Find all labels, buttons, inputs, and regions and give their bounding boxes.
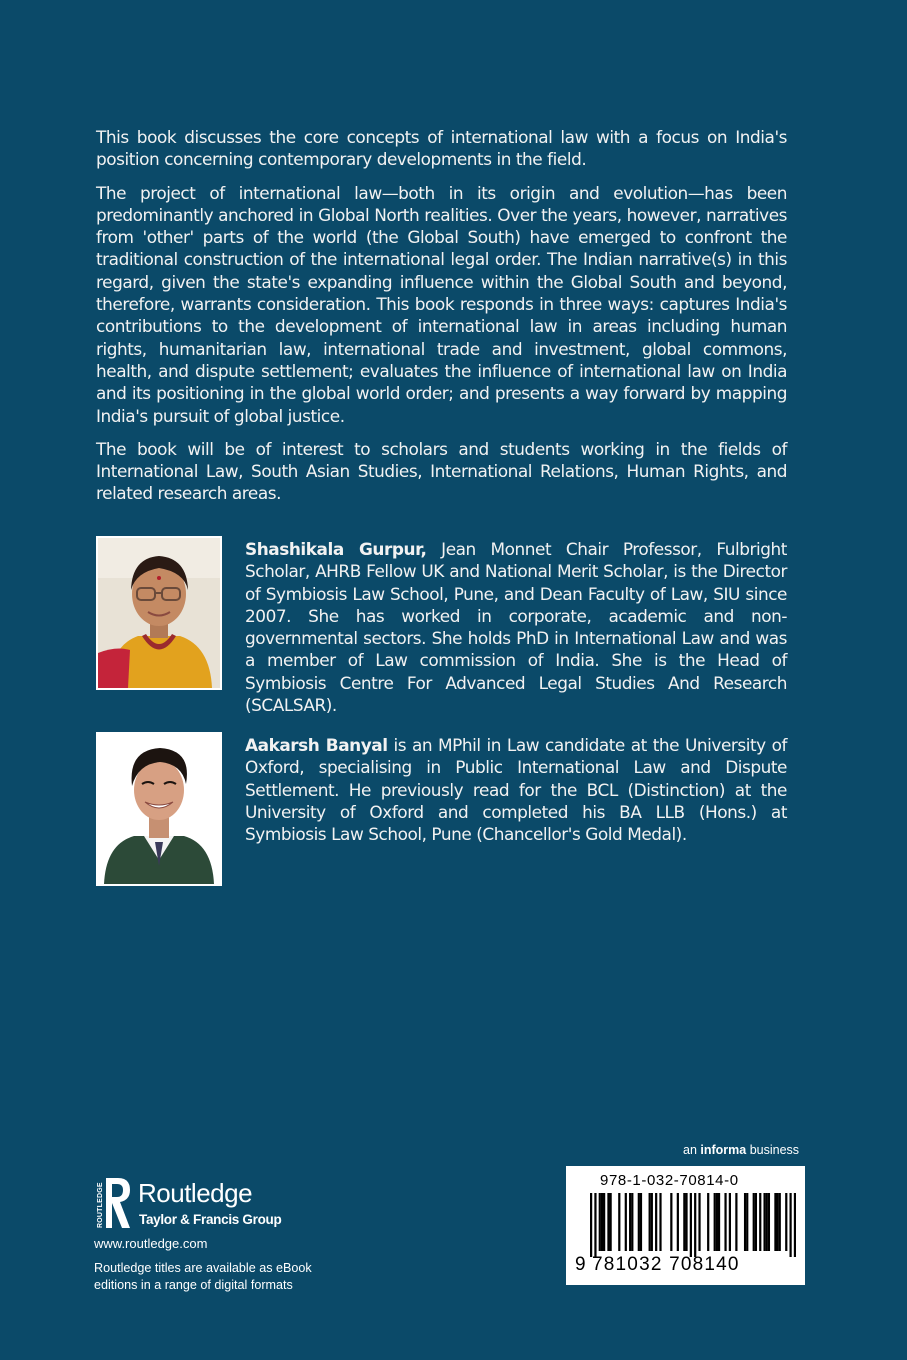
barcode-bar: [690, 1193, 692, 1257]
author-photo-2: [96, 732, 222, 886]
barcode-digits: 781032 708140: [592, 1254, 740, 1275]
barcode-bar: [607, 1193, 609, 1251]
barcode-bar: [789, 1193, 791, 1257]
barcode-bar: [759, 1193, 761, 1251]
barcode-bar: [753, 1193, 755, 1251]
barcode-bar: [659, 1193, 661, 1251]
isbn-text: 978-1-032-70814-0: [600, 1172, 739, 1189]
barcode-bar: [625, 1193, 627, 1251]
barcode-bar: [714, 1193, 716, 1251]
barcode-bar: [601, 1193, 603, 1251]
barcode-bar: [629, 1193, 631, 1251]
barcode-bar: [718, 1193, 720, 1251]
barcode-bar: [774, 1193, 776, 1251]
blurb-paragraph-1: This book discusses the core concepts of international law with a focus on India's position concerning contemporary developments in the field.: [96, 127, 787, 170]
barcode-bar: [729, 1193, 731, 1251]
publisher-name: Routledge: [138, 1178, 253, 1208]
barcode-bar: [618, 1193, 620, 1251]
barcode-bar: [768, 1193, 770, 1251]
barcode-bar: [735, 1193, 737, 1251]
author-name-2: Aakarsh Banyal: [245, 735, 388, 755]
barcode-bars: [590, 1193, 796, 1257]
barcode-bar: [683, 1193, 685, 1251]
author-description-2: is an MPhil in Law candidate at the University of Oxford, specialising in Public International Law and Dispute Settlement. He previously read for the BCL (Distinction) at the University of Oxford and completed his BA LLB (Hons.) at Symbiosis Law School, Pune (Chancellor's Gold Medal).: [245, 735, 787, 845]
barcode-bar: [707, 1193, 709, 1251]
barcode-bar: [599, 1193, 601, 1251]
barcode-bar: [590, 1193, 592, 1257]
isbn-barcode: [566, 1166, 805, 1285]
barcode-bar: [794, 1193, 796, 1257]
barcode-bar: [638, 1193, 640, 1251]
barcode-bar: [724, 1193, 726, 1251]
author-photo-1: [96, 536, 222, 690]
barcode-bar: [698, 1193, 700, 1251]
barcode-bar: [670, 1193, 672, 1251]
author-description-1: Jean Monnet Chair Professor, Fulbright Scholar, AHRB Fellow UK and National Merit Scholar, is the Director of Symbiosis Law School, Pune, and Dean Faculty of Law, SIU since 2007. She has worked in corporate, academic and non-governmental sectors. She holds PhD in International Law and was a member of Law commission of India. She is the Head of Symbiosis Centre For Advanced Legal Studies And Research (SCALSAR).: [245, 539, 787, 716]
informa-tagline: [683, 1143, 799, 1157]
barcode-bar: [640, 1193, 642, 1251]
barcode-bar: [694, 1193, 696, 1257]
barcode-bar: [755, 1193, 757, 1251]
barcode-bar: [746, 1193, 748, 1251]
informa-prefix: an: [683, 1143, 701, 1157]
author-bio-2: [245, 734, 787, 845]
blurb-paragraph-2: The project of international law—both in its origin and evolution—has been predominantly anchored in Global North realities. Over the years, however, narratives from 'other' parts of the world (the Global South) have emerged to confront the traditional construction of the international legal order. The Indian narrative(s) in this regard, given the state's expanding influence within the Global South and beyond, therefore, warrants consideration. This book responds in three ways: captures India's contributions to the development of international law in areas including human rights, humanitarian law, international trade and investment, global commons, health, and dispute settlement; evaluates the influence of international law on India and its positioning in the global world order; and presents a way forward by mapping India's pursuit of global justice.: [96, 182, 787, 426]
barcode-bar: [655, 1193, 657, 1251]
barcode-bar: [594, 1193, 596, 1257]
author-name-1: Shashikala Gurpur,: [245, 539, 427, 559]
barcode-bar: [685, 1193, 687, 1251]
author-bio-1: [245, 538, 787, 716]
barcode-bar: [651, 1193, 653, 1251]
informa-suffix: business: [746, 1143, 800, 1157]
barcode-lead-digit: 9: [575, 1254, 586, 1275]
barcode-bar: [677, 1193, 679, 1251]
barcode-bar: [776, 1193, 778, 1251]
routledge-logo: [94, 1176, 354, 1232]
publisher-block: [94, 1176, 354, 1294]
routledge-r-icon: [94, 1176, 132, 1230]
barcode-bar: [603, 1193, 605, 1251]
barcode-bar: [716, 1193, 718, 1251]
author-portrait-1-image: [98, 538, 220, 688]
barcode-bar: [785, 1193, 787, 1251]
publisher-url[interactable]: www.routledge.com: [94, 1236, 208, 1251]
publisher-ebook-note: Routledge titles are available as eBook editions in a range of digital formats: [94, 1261, 312, 1292]
barcode-bar: [766, 1193, 768, 1251]
barcode-bar: [779, 1193, 781, 1251]
barcode-bar: [649, 1193, 651, 1251]
author-portrait-2-image: [98, 734, 220, 884]
barcode-bar: [763, 1193, 765, 1251]
publisher-group: Taylor & Francis Group: [139, 1212, 282, 1227]
barcode-bar: [744, 1193, 746, 1251]
informa-brand: informa: [700, 1143, 747, 1157]
blurb-paragraph-3: The book will be of interest to scholars and students working in the fields of International Law, South Asian Studies, International Relations, Human Rights, and related research areas.: [96, 438, 787, 504]
routledge-vertical-text: ROUTLEDGE: [97, 1182, 104, 1228]
barcode-bar: [631, 1193, 633, 1251]
cover-blurb: [96, 126, 787, 516]
barcode-bar: [610, 1193, 612, 1251]
